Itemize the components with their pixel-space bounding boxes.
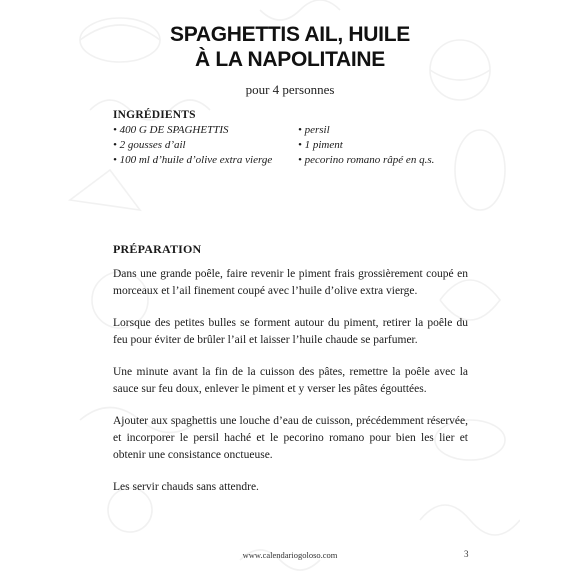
ingredient-item: • 2 gousses d’ail xyxy=(113,139,186,151)
ingredient-item: • 1 piment xyxy=(298,139,343,151)
preparation-step: Dans une grande poêle, faire revenir le piment frais grossièrement coupé en morceaux et l’ail finement coupé avec l’huile d’olive extra vierge. xyxy=(113,268,468,297)
preparation-step: Ajouter aux spaghettis une louche d’eau de cuisson, précédemment réservée, et incorporer le persil haché et le pecorino romano pour bien les lier et obtenir une consistance onctueuse. xyxy=(113,415,468,461)
recipe-title xyxy=(0,22,580,72)
ingredients-columns xyxy=(113,123,473,168)
preparation-step: Les servir chauds sans attendre. xyxy=(113,481,259,493)
ingredient-item: • 100 ml d’huile d’olive extra vierge xyxy=(113,154,273,166)
preparation-step: Lorsque des petites bulles se forment autour du piment, retirer la poêle du feu pour éviter de brûler l’ail et laisser l’huile chaude se parfumer. xyxy=(113,317,468,346)
preparation-step: Une minute avant la fin de la cuisson des pâtes, remettre la poêle avec la sauce sur feu doux, enlever le piment et y verser les pâtes égouttées. xyxy=(113,366,468,395)
servings-text: pour 4 personnes xyxy=(245,82,335,97)
preparation-steps xyxy=(113,266,468,511)
ingredients-heading: INGRÉDIENTS xyxy=(113,109,196,121)
ingredients-column-left xyxy=(113,123,298,168)
ingredients-section xyxy=(113,108,473,168)
ingredients-column-right xyxy=(298,123,473,168)
recipe-title-line1: SPAGHETTIS AIL, HUILE xyxy=(170,23,410,46)
recipe-title-line2: À LA NAPOLITAINE xyxy=(194,48,386,71)
footer-website-link[interactable]: www.calendariogoloso.com xyxy=(242,550,338,560)
preparation-heading: PRÉPARATION xyxy=(113,242,202,256)
ingredient-item: • pecorino romano râpé en q.s. xyxy=(298,154,435,166)
page-number: 3 xyxy=(464,549,469,559)
ingredient-item: • persil xyxy=(298,124,330,136)
ingredient-item: • 400 G DE SPAGHETTIS xyxy=(113,124,229,136)
